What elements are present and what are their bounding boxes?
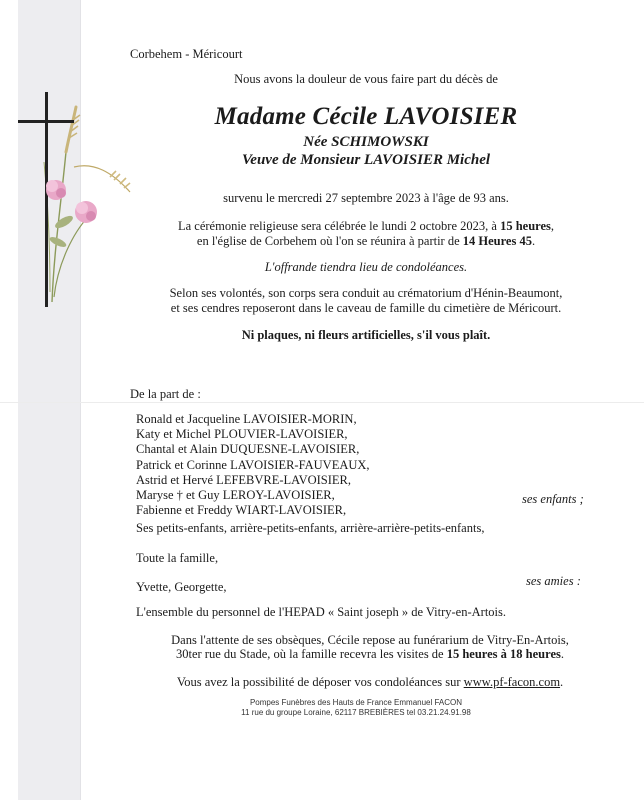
list-item: Chantal et Alain DUQUESNE-LAVOISIER,	[136, 442, 360, 457]
death-line: survenu le mercredi 27 septembre 2023 à l'âge de 93 ans.	[223, 191, 509, 205]
children-list	[136, 412, 370, 518]
friends-line: Yvette, Georgette,	[136, 580, 227, 594]
staff-line: L'ensemble du personnel de l'HEPAD « Saint joseph » de Vitry-en-Artois.	[136, 605, 507, 619]
wishes-line-1: Selon ses volontés, son corps sera conduit au crématorium d'Hénin-Beaumont,	[169, 286, 563, 300]
deceased-name: Madame Cécile LAVOISIER	[214, 103, 518, 130]
rest-line-1: Dans l'attente de ses obsèques, Cécile repose au funérarium de Vitry-En-Artois,	[171, 633, 569, 647]
wishes-line-2: et ses cendres reposeront dans le caveau de famille du cimetière de Méricourt.	[170, 301, 562, 315]
ceremony-punct-2: .	[531, 234, 536, 248]
condolences-link[interactable]: www.pf-facon.com	[463, 675, 561, 689]
list-item: Fabienne et Freddy WIART-LAVOISIER,	[136, 503, 347, 518]
widow-line: Veuve de Monsieur LAVOISIER Michel	[241, 152, 491, 168]
fold-line	[0, 402, 644, 403]
footer-company: Pompes Funèbres des Hauts de France Emmanuel FACON	[249, 698, 463, 707]
ceremony-text-2: en l'église de Corbehem où l'on se réunira à partir de	[196, 234, 463, 248]
from-label: De la part de :	[130, 387, 201, 401]
no-flowers-line: Ni plaques, ni fleurs artificielles, s'il vous plaît.	[241, 328, 491, 342]
children-label: ses enfants ;	[522, 492, 584, 506]
rest-punct: .	[560, 647, 564, 661]
grandchildren-line: Ses petits-enfants, arrière-petits-enfants, arrière-arrière-petits-enfants,	[136, 521, 485, 535]
ceremony-line-1	[110, 218, 622, 234]
condolences-line	[130, 674, 610, 690]
footer-address: 11 rue du groupe Loraine, 62117 BREBIÈRES tel 03.21.24.91.98	[241, 708, 471, 717]
ceremony-time: 15 heures	[500, 219, 551, 233]
rest-line-2	[130, 646, 610, 662]
friends-label: ses amies :	[526, 574, 581, 588]
offering-line: L'offrande tiendra lieu de condoléances.	[264, 260, 468, 274]
condolences-punct: .	[560, 675, 564, 689]
maiden-name: Née SCHIMOWSKI	[303, 134, 429, 150]
condolences-text: Vous avez la possibilité de déposer vos condoléances sur	[176, 675, 464, 689]
list-item: Patrick et Corinne LAVOISIER-FAUVEAUX,	[136, 457, 370, 472]
location: Corbehem - Méricourt	[130, 47, 243, 61]
intro-text: Nous avons la douleur de vous faire part du décès de	[234, 72, 498, 86]
ceremony-line-2	[110, 233, 622, 249]
family-line: Toute la famille,	[136, 551, 219, 565]
list-item: Astrid et Hervé LEFEBVRE-LAVOISIER,	[136, 472, 352, 487]
list-item: Ronald et Jacqueline LAVOISIER-MORIN,	[136, 412, 357, 426]
list-item: Katy et Michel PLOUVIER-LAVOISIER,	[136, 427, 348, 442]
ceremony-punct: ,	[550, 219, 554, 233]
list-item: Maryse † et Guy LEROY-LAVOISIER,	[136, 488, 335, 503]
gathering-time: 14 Heures 45	[462, 234, 532, 248]
rest-text: 30ter rue du Stade, où la famille recevra les visites de	[176, 647, 447, 661]
ceremony-text: La cérémonie religieuse sera célébrée le lundi 2 octobre 2023, à	[177, 219, 501, 233]
visit-hours: 15 heures à 18 heures	[446, 647, 561, 661]
